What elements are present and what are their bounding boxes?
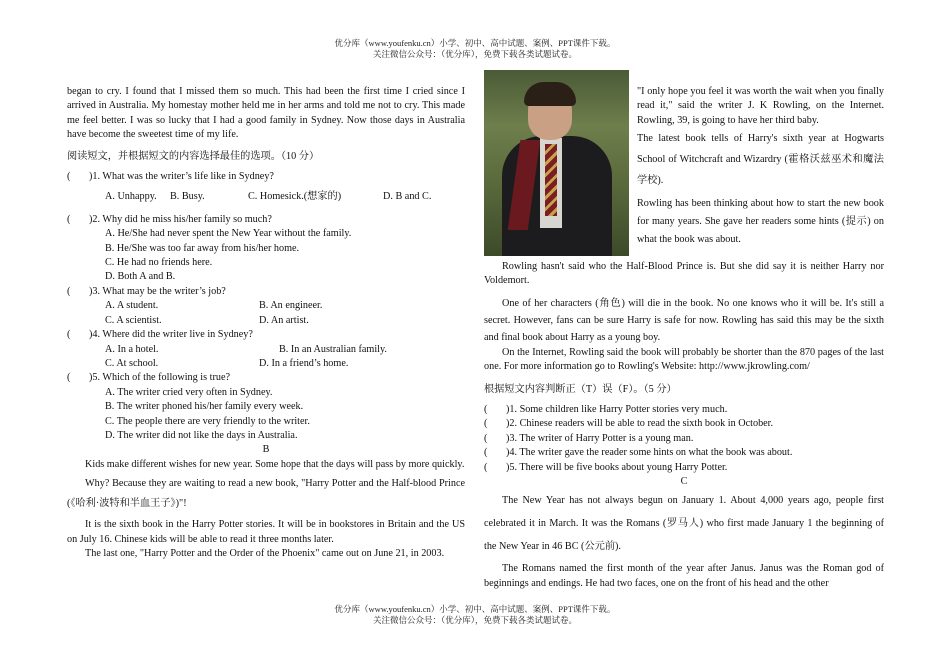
answer-blank[interactable]: ( <box>67 171 71 183</box>
question-text: )3. What may be the writer’s job? <box>89 285 226 297</box>
header-line-2: 关注微信公众号：（优分库），免费下载各类试题试卷。 <box>372 49 577 59</box>
passage-b-paragraph: Why? Because they are waiting to read a new book, "Harry Potter and the Half-blood Prince (《哈利·波特和半血王子》)"! <box>67 478 465 510</box>
passage-b-paragraph: One of her characters (角色) will die in the book. No one knows who it will be. It's still a secret. However, fans can be sure Harry is safe for now. Rowling has said this may be the sixth and final book about Harry as a young boy. <box>484 297 884 343</box>
option-b: B. He/She was too far away from his/her home. <box>105 242 300 254</box>
passage-b-paragraph: On the Internet, Rowling said the book will probably be shorter than the 870 pages of the last one. For more information go to Rowling's Website: http://www.jkrowling.com/ <box>484 346 884 373</box>
statement-text: )2. Chinese readers will be able to read the sixth book in October. <box>506 418 774 430</box>
option-d: D. The writer did not like the days in Australia. <box>105 429 298 441</box>
option-a: A. He/She had never spent the New Year without the family. <box>105 228 352 240</box>
header-line-1: 优分库（www.youfenku.cn）小学、初中、高中试题、案例、PPT课件下载。 <box>334 38 616 48</box>
question-text: )4. Where did the writer live in Sydney? <box>89 329 253 341</box>
option-d: D. In a friend’s home. <box>259 357 349 369</box>
question-4 <box>67 328 465 371</box>
true-false-list <box>484 403 884 475</box>
answer-blank[interactable]: ( <box>484 432 488 444</box>
answer-blank[interactable]: ( <box>484 447 488 459</box>
option-c: C. The people there are very friendly to the writer. <box>105 415 310 427</box>
option-b: B. The writer phoned his/her family every week. <box>105 401 304 413</box>
passage-b-paragraph: The last one, "Harry Potter and the Order of the Phoenix" came out on June 21, in 2003. <box>85 547 445 559</box>
option-b: B. In an Australian family. <box>279 343 387 355</box>
passage-b-paragraph: Kids make different wishes for new year. Some hope that the days will pass by more quickly. <box>85 458 465 470</box>
section-b-label: B <box>262 444 270 456</box>
question-text: )1. What was the writer’s life like in Sydney? <box>89 171 274 183</box>
statement-text: )5. There will be five books about young Harry Potter. <box>506 461 728 473</box>
statement-text: )4. The writer gave the reader some hints on what the book was about. <box>506 447 793 459</box>
option-c: C. A scientist. <box>105 314 162 326</box>
option-b: B. Busy. <box>170 191 205 203</box>
question-3 <box>67 285 465 328</box>
question-text: )2. Why did he miss his/her family so much? <box>89 213 272 225</box>
answer-blank[interactable]: ( <box>484 461 488 473</box>
statement-text: )1. Some children like Harry Potter stories very much. <box>506 404 728 416</box>
option-c: C. At school. <box>105 357 159 369</box>
page-footer <box>0 604 950 626</box>
statement-text: )3. The writer of Harry Potter is a young man. <box>506 432 694 444</box>
page-header <box>0 38 950 60</box>
answer-blank[interactable]: ( <box>67 329 71 341</box>
option-c: C. Homesick.(想家的) <box>248 191 342 203</box>
answer-blank[interactable]: ( <box>67 213 71 225</box>
answer-blank[interactable]: ( <box>67 372 71 384</box>
passage-a-ending: began to cry. I found that I missed them so much. This had been the first time I cried since I arrived in Australia. My homestay mother held me in her arms and told me not to cry. This made me feel better. I was so lucky that I had a good family in Sydney. Now those days in Australia have become the sweetest time of my life. <box>67 86 465 141</box>
option-a: A. A student. <box>105 300 159 312</box>
option-d: D. An artist. <box>259 314 309 326</box>
option-b: B. An engineer. <box>259 300 323 312</box>
reading-instruction-b: 根据短文内容判断正（T）误（F）。（5 分） <box>484 383 677 395</box>
passage-b-paragraph: "I only hope you feel it was worth the wait when you finally read it," said the writer J. K Rowling, on the Internet. Rowling, 39, is going to have her third baby. <box>637 86 884 126</box>
question-1 <box>67 170 465 205</box>
answer-blank[interactable]: ( <box>484 404 488 416</box>
footer-line-2: 关注微信公众号：（优分库），免费下载各类试题试卷。 <box>372 615 577 625</box>
passage-b-paragraph: It is the sixth book in the Harry Potter stories. It will be in bookstores in Britain and the US on July 16. Chinese kids will be able to read it three months later. <box>67 519 465 545</box>
section-c-label: C <box>680 476 688 488</box>
harry-potter-photo <box>484 70 629 256</box>
passage-b-paragraph: Rowling hasn't said who the Half-Blood Prince is. But she did say it is neither Harry nor Voldemort. <box>484 261 884 287</box>
question-5 <box>67 371 465 443</box>
footer-line-1: 优分库（www.youfenku.cn）小学、初中、高中试题、案例、PPT课件下载。 <box>334 604 616 614</box>
passage-b-paragraph: Rowling has been thinking about how to start the new book for many years. She gave her readers some hints (提示) on what the book was about. <box>637 198 884 246</box>
left-column <box>67 85 465 561</box>
option-a: A. The writer cried very often in Sydney. <box>105 386 273 398</box>
question-2 <box>67 213 465 285</box>
option-a: A. In a hotel. <box>105 343 159 355</box>
passage-b-paragraph: The latest book tells of Harry's sixth year at Hogwarts School of Witchcraft and Wizardry (霍格沃兹巫术和魔法学校). <box>637 133 884 187</box>
option-d: D. B and C. <box>383 191 432 203</box>
option-c: C. He had no friends here. <box>105 257 213 269</box>
option-d: D. Both A and B. <box>105 271 176 283</box>
right-column <box>484 85 884 591</box>
option-a: A. Unhappy. <box>105 191 157 203</box>
question-text: )5. Which of the following is true? <box>89 372 230 384</box>
passage-c-paragraph: The New Year has not always begun on January 1. About 4,000 years ago, people first celebrated it in March. It was the Romans (罗马人) who first made January 1 the beginning of the New Year in 46 BC (公元前). <box>484 495 884 553</box>
reading-instruction-a: 阅读短文，并根据短文的内容选择最佳的选项。（10 分） <box>67 150 320 162</box>
answer-blank[interactable]: ( <box>484 418 488 430</box>
answer-blank[interactable]: ( <box>67 285 71 297</box>
passage-c-paragraph: The Romans named the first month of the year after Janus. Janus was the Roman god of beginnings and endings. He had two faces, one on the front of his head and the other <box>484 563 884 589</box>
